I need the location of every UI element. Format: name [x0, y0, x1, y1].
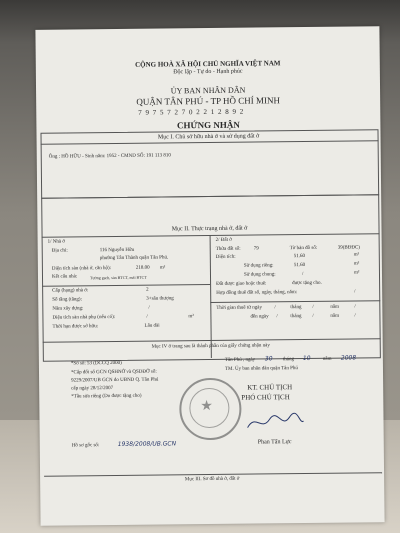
private-use-label: Sử dụng riêng: — [243, 263, 274, 269]
floors-label: Số tầng (tầng): — [52, 297, 82, 303]
issue-month-label: tháng — [282, 357, 295, 363]
position-line-2: PHÓ CHỦ TỊCH — [241, 393, 290, 402]
land-area-unit: m² — [353, 252, 360, 258]
ownership-term-value: Lâu dài — [144, 323, 160, 329]
reissue-note-2: 9229/2007/UB GCN do UBND Q. Tân Phú — [71, 377, 159, 384]
section-3-title: Mục III. Sơ đồ nhà ở, đất ở — [184, 476, 240, 483]
lease-to-day: / — [276, 314, 278, 320]
lease-from-year-label: năm — [330, 304, 339, 310]
lease-from-month-label: tháng — [290, 305, 302, 311]
seal-star-icon: ★ — [200, 398, 214, 415]
common-use-unit: m² — [353, 270, 360, 276]
floor-area-unit: m² — [159, 265, 166, 271]
house-heading: 1/ Nhà ở — [47, 239, 66, 245]
floor-area-label: Diện tích sàn (nhà ở, căn hộ): — [51, 266, 112, 272]
lease-to-month: / — [312, 313, 314, 319]
lease-from-year: / — [354, 304, 356, 310]
issue-month: 10 — [302, 354, 311, 363]
common-use-value: / — [301, 272, 304, 278]
book-number: *Số sổ: 53 (DCCQ 2000) — [70, 360, 122, 367]
grade-value: 2 — [146, 287, 149, 293]
shared-area-value: / — [146, 314, 148, 320]
map-sheet-value: 39(BĐĐC) — [337, 245, 360, 251]
signer-name: Phan Tấn Lực — [257, 439, 292, 446]
floor-area-value: 218.00 — [135, 265, 150, 271]
land-area-value: 51.60 — [293, 254, 306, 260]
origin-file-value: 1938/2008/UB.GCN — [117, 440, 177, 448]
reissue-note-4: *Tầu sửa riêng (Do được tặng cho) — [71, 393, 142, 400]
parcel-label: Thửa đất số: — [215, 246, 241, 252]
owner-info: Ông : HỒ HỮU - Sinh năm: 1952 - CMND SỐ: 191 113 810 — [48, 153, 171, 160]
issuer-line-2: QUẬN TÂN PHÚ - TP HỒ CHÍ MINH — [136, 95, 281, 107]
serial-number: 7 9 7 5 7 2 7 0 2 2 1 2 8 9 2 — [138, 107, 245, 117]
issue-year: 2008 — [340, 354, 357, 362]
land-area-label: Diện tích: — [215, 254, 236, 260]
section-1-title: Mục I. Chủ sở hữu nhà ở và sử dụng đất ở — [157, 133, 260, 141]
issue-year-label: năm — [322, 356, 332, 362]
lease-from-label: Thời gian thuê từ ngày — [216, 305, 262, 311]
lease-to-year: / — [354, 313, 356, 319]
address-line-1: 116 Nguyễn Hữu — [99, 247, 135, 254]
motto: Độc lập - Tự do - Hạnh phúc — [173, 68, 243, 76]
build-year-label: Năm xây dựng: — [52, 306, 84, 312]
certificate-page — [35, 26, 384, 526]
map-sheet-label: Tờ bản đồ số: — [289, 245, 318, 252]
issue-day: 30 — [264, 355, 273, 363]
private-use-unit: m² — [353, 261, 360, 267]
origin-file-label: Hồ sơ gốc số: — [71, 443, 100, 449]
floors-value: 3+sân thượng — [146, 296, 174, 302]
build-year-value: / — [148, 305, 150, 311]
structure-label: Kết cấu nhà: — [51, 274, 78, 280]
signature — [245, 411, 305, 434]
document-title: CHỨNG NHẬN — [176, 119, 240, 131]
position-line-1: KT. CHỦ TỊCH — [247, 383, 293, 392]
lease-to-year-label: năm — [330, 313, 340, 319]
reissue-note-1: *Cấp đổi số GCN QSHNỞ và QSDĐỞ số: — [70, 369, 157, 376]
shared-area-unit: m² — [188, 314, 194, 320]
private-use-value: 51.60 — [293, 263, 306, 269]
lease-contract-label: Hợp đồng thuê đất số, ngày, tháng, năm: — [216, 290, 298, 296]
address-label: Địa chỉ: — [51, 248, 68, 254]
land-heading: 2/ Đất ở — [215, 237, 232, 243]
authority: TM. Ủy ban nhân dân quận Tân Phú — [224, 366, 298, 372]
allocation-label: Đất được giao hoặc thuê: — [216, 281, 267, 287]
lease-from-month: / — [312, 304, 314, 310]
issue-place: Tân Phú , ngày — [224, 357, 256, 363]
reissue-note-3: cấp ngày 28/12/2007 — [71, 386, 114, 392]
lease-to-month-label: tháng — [290, 314, 302, 320]
shared-area-label: Diện tích sàn nhà phụ (nếu có): — [52, 314, 116, 321]
grade-label: Cấp (hạng) nhà ở: — [52, 288, 89, 294]
address-line-2: phường Tân Thành quận Tân Phú. — [99, 255, 169, 262]
lease-contract-value: / — [354, 289, 356, 295]
section-2-title: Mục II. Thực trạng nhà ở, đất ở — [171, 225, 248, 233]
parcel-value: 79 — [253, 246, 259, 252]
ownership-term-label: Thời hạn được sở hữu: — [52, 324, 99, 330]
common-use-label: Sử dụng chung: — [243, 272, 276, 278]
lease-from-day: / — [274, 305, 276, 311]
lease-to-label: đến ngày — [250, 314, 269, 320]
issuer-line-1: ỦY BAN NHÂN DÂN — [170, 85, 246, 96]
structure-value: Tường gạch, sàn BTCT, mái BTCT — [89, 274, 147, 281]
allocation-value: được tặng cho. — [292, 280, 322, 287]
section-4-note: Mục IV ở trang sau là thành phần của giấy chứng nhận này — [151, 343, 270, 350]
country-name: CỘNG HOÀ XÃ HỘI CHỦ NGHĨA VIỆT NAM — [135, 59, 281, 69]
